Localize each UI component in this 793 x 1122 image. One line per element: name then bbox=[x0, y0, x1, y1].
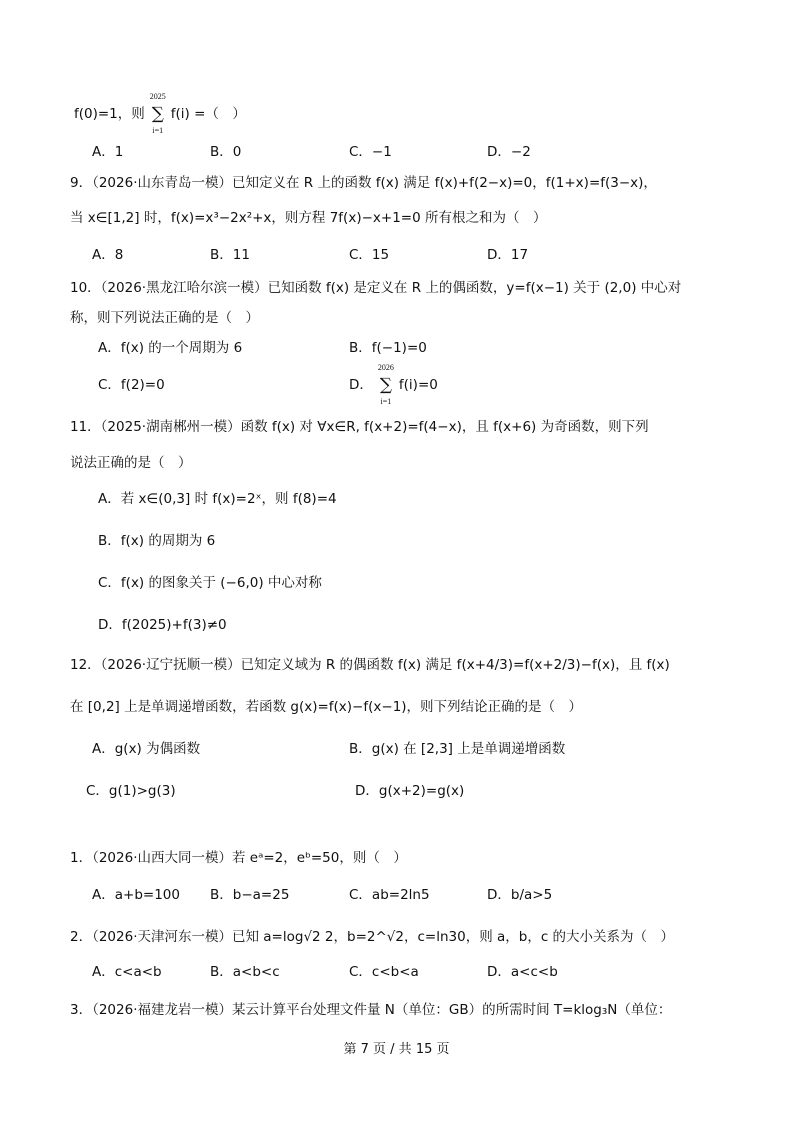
p2-option-d: D．a<c<b bbox=[487, 964, 558, 980]
q9-stem-line2: 当 x∈[1,2] 时，f(x)=x³−2x²+x，则方程 7f(x)−x+1=0 所有根之和为（ ） bbox=[70, 210, 547, 226]
page-footer: 第 7 页 / 共 15 页 bbox=[343, 1042, 450, 1057]
p2-option-c: C．c<b<a bbox=[349, 964, 419, 980]
p1-option-c: C．ab=2ln5 bbox=[349, 887, 430, 903]
q12-stem-line1: 12．（2026·辽宁抚顺一模）已知定义域为 R 的偶函数 f(x) 满足 f(x+4/3)=f(x+2/3)−f(x)，且 f(x) bbox=[70, 657, 670, 673]
q8-option-a: A．1 bbox=[92, 144, 124, 160]
p1-option-a: A．a+b=100 bbox=[92, 887, 180, 903]
p2-option-a: A．c<a<b bbox=[92, 964, 162, 980]
summation bbox=[150, 92, 166, 136]
sum-upper: 2025 bbox=[149, 92, 166, 101]
q11-option-c: C．f(x) 的图象关于 (−6,0) 中心对称 bbox=[98, 575, 322, 591]
q8-stem-tail bbox=[74, 92, 246, 136]
q9-option-d: D．17 bbox=[487, 247, 529, 263]
q8-option-d: D．−2 bbox=[487, 144, 531, 160]
q10-option-b: B．f(−1)=0 bbox=[349, 340, 427, 356]
q8-stem-pre: f(0)=1，则 bbox=[74, 106, 145, 122]
q9-option-c: C．15 bbox=[349, 247, 390, 263]
p3-stem: 3．（2026·福建龙岩一模）某云计算平台处理文件量 N（单位：GB）的所需时间 T=klog₃N（单位： bbox=[70, 1002, 672, 1018]
q10-option-c: C．f(2)=0 bbox=[98, 377, 165, 393]
p1-option-b: B．b−a=25 bbox=[210, 887, 290, 903]
option-label: D． bbox=[349, 377, 373, 393]
summation bbox=[378, 363, 394, 407]
q8-option-b: B．0 bbox=[210, 144, 242, 160]
q11-option-b: B．f(x) 的周期为 6 bbox=[98, 533, 216, 549]
option-text: f(i)=0 bbox=[398, 377, 438, 393]
q12-stem-line2: 在 [0,2] 上是单调递增函数，若函数 g(x)=f(x)−f(x−1)，则下列结论正确的是（ ） bbox=[70, 699, 583, 715]
q8-stem-post: f(i) =（ ） bbox=[170, 106, 246, 122]
q12-option-d: D．g(x+2)=g(x) bbox=[355, 783, 465, 799]
p2-option-b: B．a<b<c bbox=[210, 964, 280, 980]
p1-stem: 1．（2026·山西大同一模）若 eᵃ=2，eᵇ=50，则（ ） bbox=[70, 850, 407, 866]
sum-lower: i=1 bbox=[152, 126, 164, 135]
sigma-symbol: ∑ bbox=[379, 375, 392, 395]
q8-option-c: C．−1 bbox=[349, 144, 392, 160]
q11-option-a: A．若 x∈(0,3] 时 f(x)=2ˣ，则 f(8)=4 bbox=[98, 491, 337, 507]
q12-option-c: C．g(1)>g(3) bbox=[86, 783, 176, 799]
q11-option-d: D．f(2025)+f(3)≠0 bbox=[98, 617, 227, 633]
q9-option-a: A．8 bbox=[92, 247, 124, 263]
q9-stem-line1: 9．（2026·山东青岛一模）已知定义在 R 上的函数 f(x) 满足 f(x)+f(2−x)=0，f(1+x)=f(3−x)， bbox=[70, 175, 657, 191]
p1-option-d: D．b/a>5 bbox=[487, 887, 553, 903]
q9-option-b: B．11 bbox=[210, 247, 250, 263]
sum-lower: i=1 bbox=[380, 397, 392, 406]
q11-stem-line1: 11．（2025·湖南郴州一模）函数 f(x) 对 ∀x∈R, f(x+2)=f(4−x)，且 f(x+6) 为奇函数，则下列 bbox=[70, 419, 649, 435]
sigma-symbol: ∑ bbox=[151, 104, 164, 124]
q10-option-a: A．f(x) 的一个周期为 6 bbox=[98, 340, 243, 356]
q11-stem-line2: 说法正确的是（ ） bbox=[70, 455, 192, 471]
q10-option-d bbox=[349, 363, 438, 407]
q12-option-a: A．g(x) 为偶函数 bbox=[92, 741, 201, 757]
p2-stem: 2．（2026·天津河东一模）已知 a=log√2 2，b=2^√2，c=ln30，则 a，b，c 的大小关系为（ ） bbox=[70, 929, 675, 945]
sum-upper: 2026 bbox=[377, 363, 394, 372]
q10-stem-line2: 称，则下列说法正确的是（ ） bbox=[70, 310, 259, 326]
q10-stem-line1: 10．（2026·黑龙江哈尔滨一模）已知函数 f(x) 是定义在 R 上的偶函数，y=f(x−1) 关于 (2,0) 中心对 bbox=[70, 280, 682, 296]
q12-option-b: B．g(x) 在 [2,3] 上是单调递增函数 bbox=[349, 741, 566, 757]
